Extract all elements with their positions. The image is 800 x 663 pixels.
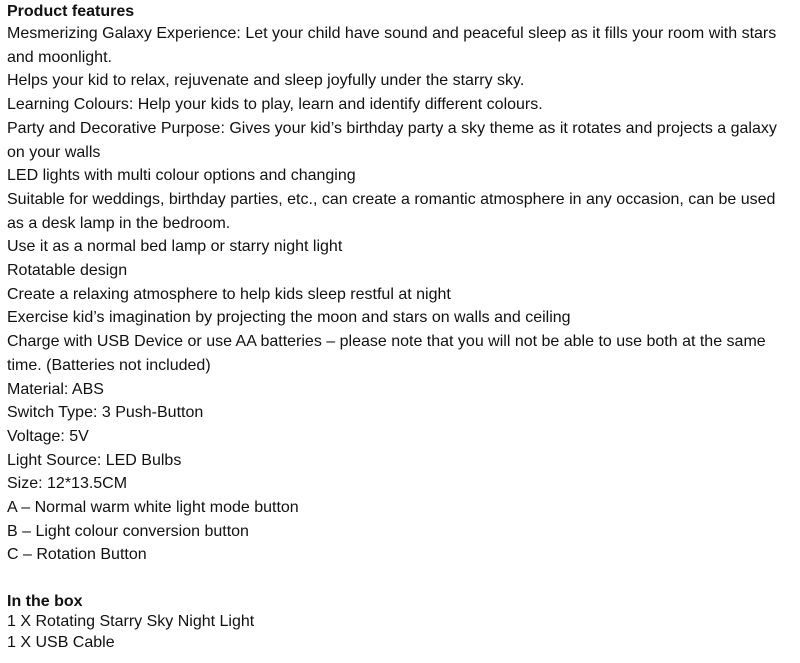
feature-item: Charge with USB Device or use AA batteries – please note that you will not be able to use both at the same time. (Batteries not included) (7, 333, 766, 374)
feature-item: Exercise kid’s imagination by projecting the moon and stars on walls and ceiling (7, 309, 571, 327)
feature-item: Rotatable design (7, 262, 128, 280)
feature-item: Create a relaxing atmosphere to help kids sleep restful at night (7, 285, 451, 303)
feature-item: LED lights with multi colour options and changing (7, 167, 356, 185)
feature-item: Material: ABS (7, 380, 104, 398)
box-item: 1 X Rotating Starry Sky Night Light (7, 613, 255, 631)
feature-item: Mesmerizing Galaxy Experience: Let your child have sound and peaceful sleep as it fills your room with stars and moonlight. (7, 25, 777, 66)
feature-item: Use it as a normal bed lamp or starry night light (7, 238, 343, 256)
feature-item: Light Source: LED Bulbs (7, 451, 182, 469)
product-features-heading: Product features (7, 3, 135, 20)
product-features-list (7, 22, 795, 567)
feature-item: Helps your kid to relax, rejuvenate and sleep joyfully under the starry sky. (7, 72, 525, 90)
in-the-box-list (7, 612, 795, 653)
feature-item: C – Rotation Button (7, 546, 147, 564)
feature-item: A – Normal warm white light mode button (7, 499, 299, 517)
in-the-box-heading: In the box (7, 593, 83, 611)
feature-item: B – Light colour conversion button (7, 522, 249, 540)
feature-item: Party and Decorative Purpose: Gives your kid’s birthday party a sky theme as it rotates and projects a galaxy on your walls (7, 119, 777, 161)
feature-item: Switch Type: 3 Push-Button (7, 404, 204, 422)
feature-item: Learning Colours: Help your kids to play, learn and identify different colours. (7, 96, 543, 114)
product-description (7, 3, 795, 653)
feature-item: Size: 12*13.5CM (7, 475, 128, 493)
feature-item: Suitable for weddings, birthday parties, etc., can create a romantic atmosphere in any occasion, can be used as a desk lamp in the bedroom. (7, 190, 776, 232)
feature-item: Voltage: 5V (7, 427, 89, 445)
box-item: 1 X USB Cable (7, 633, 115, 651)
